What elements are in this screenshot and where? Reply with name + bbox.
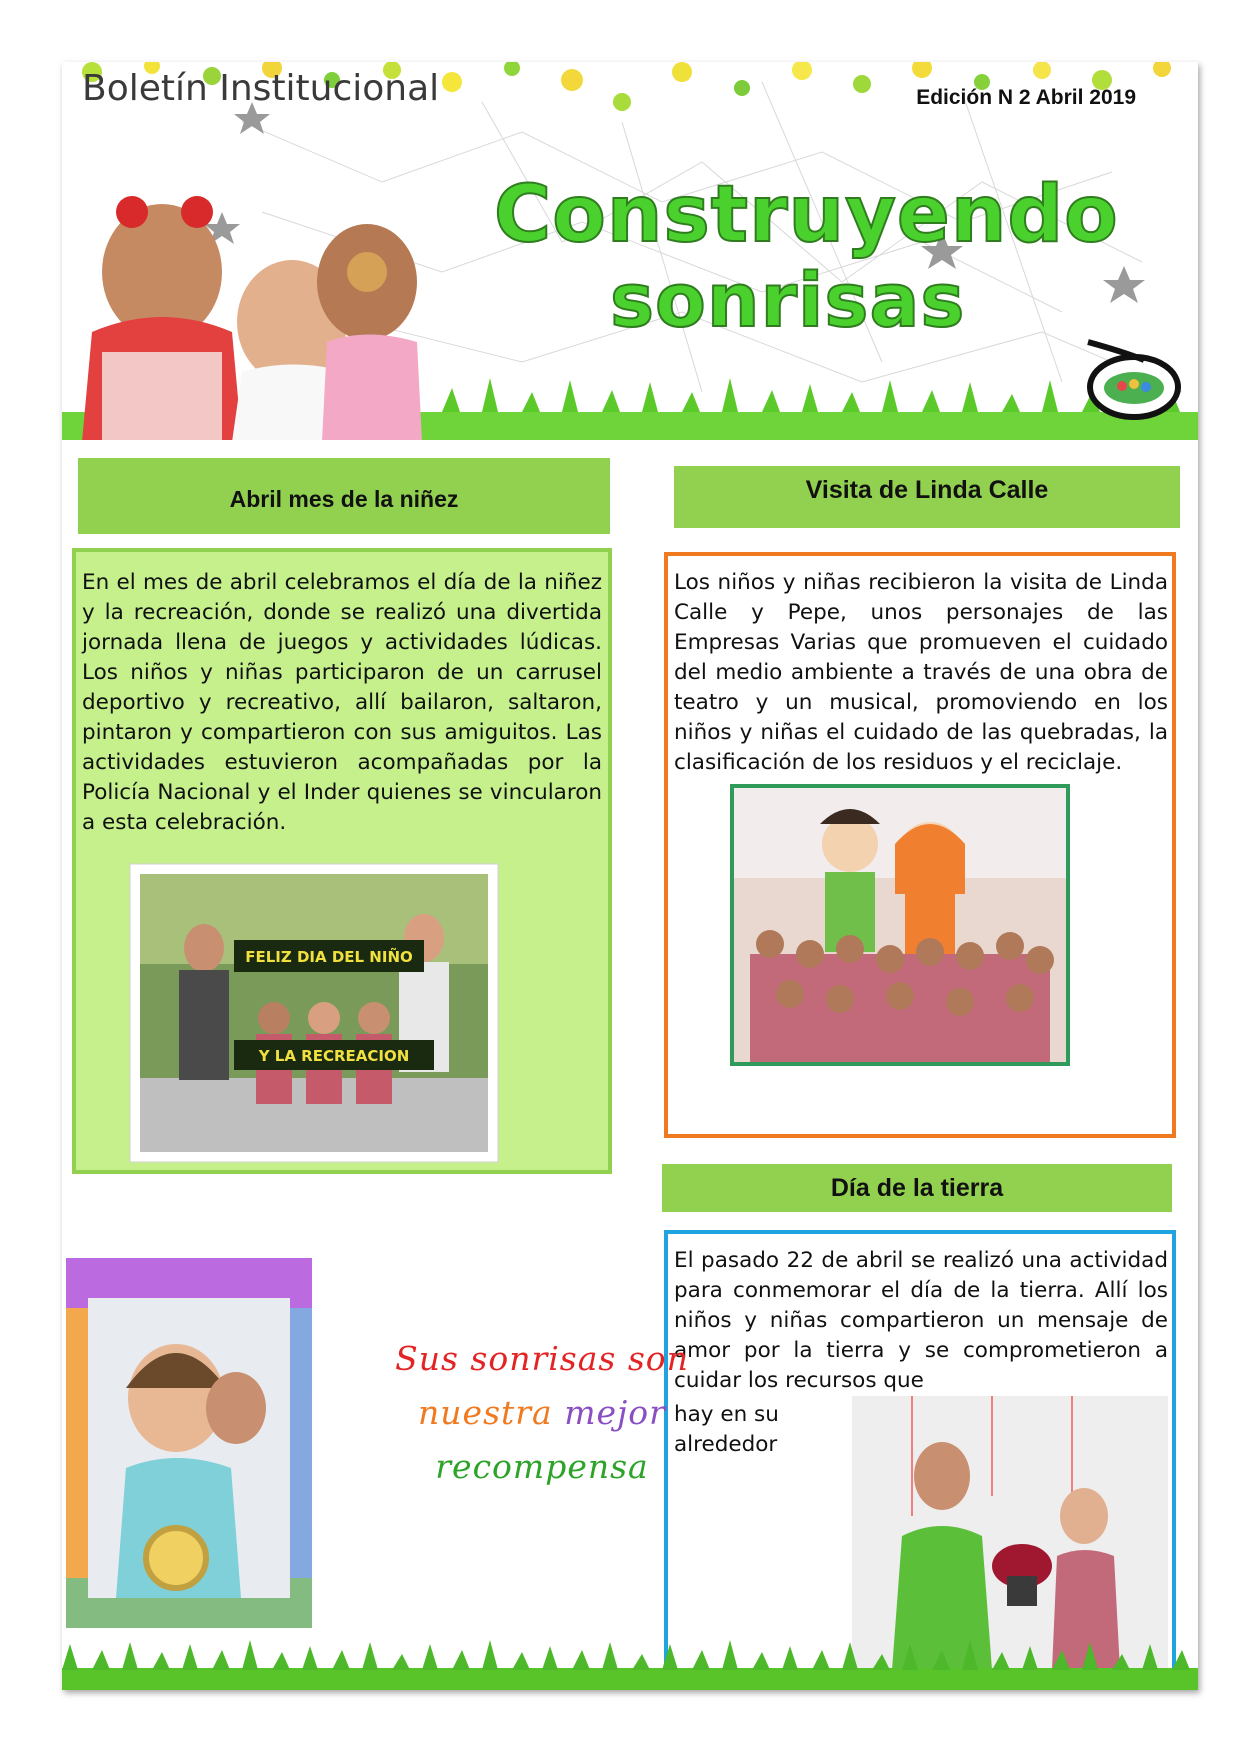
banner-text-2: Y LA RECREACION [258,1047,410,1065]
ninez-text: En el mes de abril celebramos el día de la niñez y la recreación, donde se realizó una divertida jornada llena de juegos y actividades lúdicas. Los niños y niñas participaron de un carrusel deportivo y recreativo, allí bailaron, saltaron, pintaron y compartieron con sus amiguitos. Las actividades estuvieron acompañadas por la Policía Nacional y el Inder quienes se vincularon a esta celebración. [82,570,602,835]
smile-photo [66,1258,312,1628]
quote-line-3: recompensa [435,1447,649,1486]
quote-line-1: Sus sonrisas son [395,1339,689,1378]
quote-word-nuestra: nuestra [418,1393,553,1432]
header-banner [62,62,1198,440]
institution-logo [1084,332,1184,422]
tierra-text: El pasado 22 de abril se realizó una actividad para conmemorar el día de la tierra. Allí los niños y niñas compartieron un mensaje de amor por la tierra y se comprometieron a cuidar los recursos que [674,1248,1168,1393]
quote-line-2 [392,1386,692,1440]
children-photo [62,152,442,440]
ninez-photo [124,858,504,1168]
linda-photo [730,784,1070,1066]
quote-word-mejor: mejor [564,1393,666,1432]
tierra-text-tail: hay en su alrededor [674,1402,779,1457]
heading-linda-calle: Visita de Linda Calle [674,466,1180,528]
linda-text: Los niños y niñas recibieron la visita de Linda Calle y Pepe, unos personajes de las Empresas Varias que promueven el cuidado del medio ambiente a través de una obra de teatro y un musical, promoviendo en los niños y niñas el cuidado de las quebradas, la clasificación de los residuos y el reciclaje. [674,570,1168,775]
brand-title: Boletín Institucional [82,68,440,109]
main-title-line1: Construyendo [494,170,1119,260]
newsletter-page [62,62,1198,1690]
main-title-line2: sonrisas [610,258,966,344]
heading-abril-ninez: Abril mes de la niñez [78,458,610,534]
grass-decoration [62,1640,1198,1690]
heading-dia-tierra: Día de la tierra [662,1164,1172,1212]
quote [392,1332,692,1494]
edition-label: Edición N 2 Abril 2019 [916,86,1136,109]
banner-text-1: FELIZ DIA DEL NIÑO [245,948,413,966]
tierra-photo [852,1396,1168,1670]
